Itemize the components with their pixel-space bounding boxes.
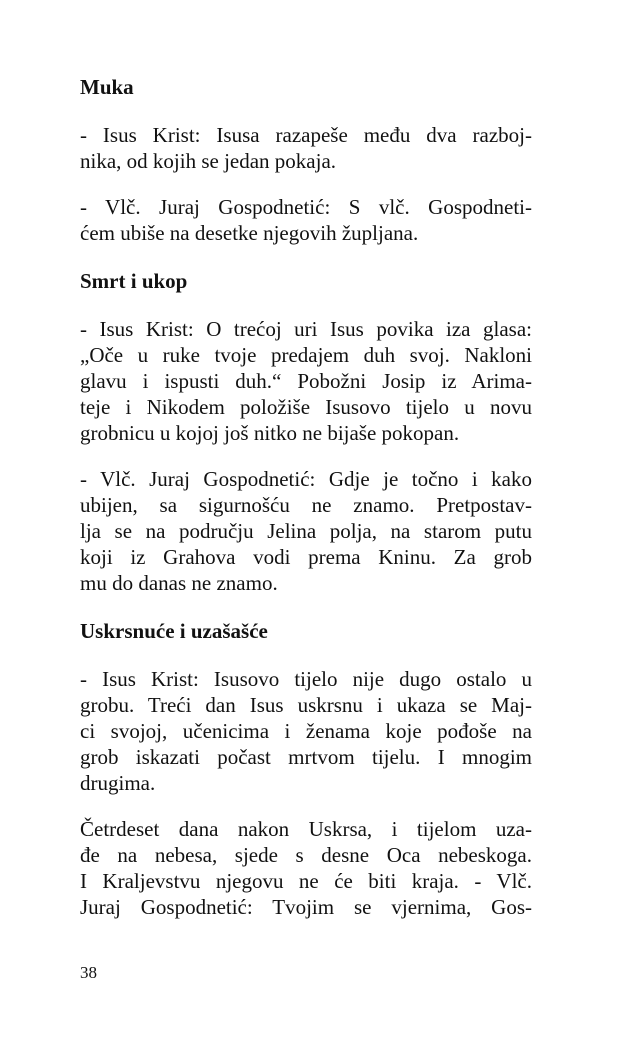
text-line: teje i Nikodem položiše Isusovo tijelo u novu: [80, 395, 532, 419]
text-line: - Isus Krist: Isusa razapeše među dva razboj-: [80, 123, 532, 147]
paragraph: [80, 666, 532, 796]
section-heading-muka: Muka: [80, 75, 134, 99]
text-line: mu do danas ne znamo.: [80, 571, 278, 595]
page-content: [80, 72, 532, 940]
text-line: ci svojoj, učenicima i ženama koje pođoše na: [80, 719, 532, 743]
text-line: grob iskazati počast mrtvom tijelu. I mnogim: [80, 745, 532, 769]
section-heading-smrt-i-ukop: Smrt i ukop: [80, 269, 188, 293]
paragraph: [80, 816, 532, 920]
paragraph: [80, 316, 532, 446]
page-number: 38: [80, 963, 97, 982]
text-line: lja se na području Jelina polja, na starom putu: [80, 519, 532, 543]
text-line: I Kraljevstvu njegovu ne će biti kraja. - Vlč.: [80, 869, 532, 893]
text-line: - Isus Krist: Isusovo tijelo nije dugo ostalo u: [80, 667, 532, 691]
text-line: ćem ubiše na desetke njegovih župljana.: [80, 221, 419, 245]
text-line: - Isus Krist: O trećoj uri Isus povika iza glasa:: [80, 317, 532, 341]
text-line: - Vlč. Juraj Gospodnetić: Gdje je točno i kako: [80, 467, 532, 491]
text-line: nika, od kojih se jedan pokaja.: [80, 149, 337, 173]
text-line: Juraj Gospodnetić: Tvojim se vjernima, Gos-: [80, 895, 532, 919]
section-heading-uskrsnuce-i-uzasasce: Uskrsnuće i uzašašće: [80, 619, 268, 643]
paragraph: [80, 194, 532, 246]
text-line: koji iz Grahova vodi prema Kninu. Za grob: [80, 545, 532, 569]
paragraph: [80, 466, 532, 596]
text-line: - Vlč. Juraj Gospodnetić: S vlč. Gospodneti-: [80, 195, 532, 219]
text-line: drugima.: [80, 771, 156, 795]
text-line: glavu i ispusti duh.“ Pobožni Josip iz Arima-: [80, 369, 532, 393]
text-line: ubijen, sa sigurnošću ne znamo. Pretpostav-: [80, 493, 532, 517]
paragraph: [80, 122, 532, 174]
text-line: grobnicu u kojoj još nitko ne bijaše pokopan.: [80, 421, 460, 445]
text-line: đe na nebesa, sjede s desne Oca nebeskoga.: [80, 843, 532, 867]
text-line: „Oče u ruke tvoje predajem duh svoj. Nakloni: [80, 343, 532, 367]
text-line: grobu. Treći dan Isus uskrsnu i ukaza se Maj-: [80, 693, 532, 717]
text-line: Četrdeset dana nakon Uskrsa, i tijelom uza-: [80, 817, 532, 841]
